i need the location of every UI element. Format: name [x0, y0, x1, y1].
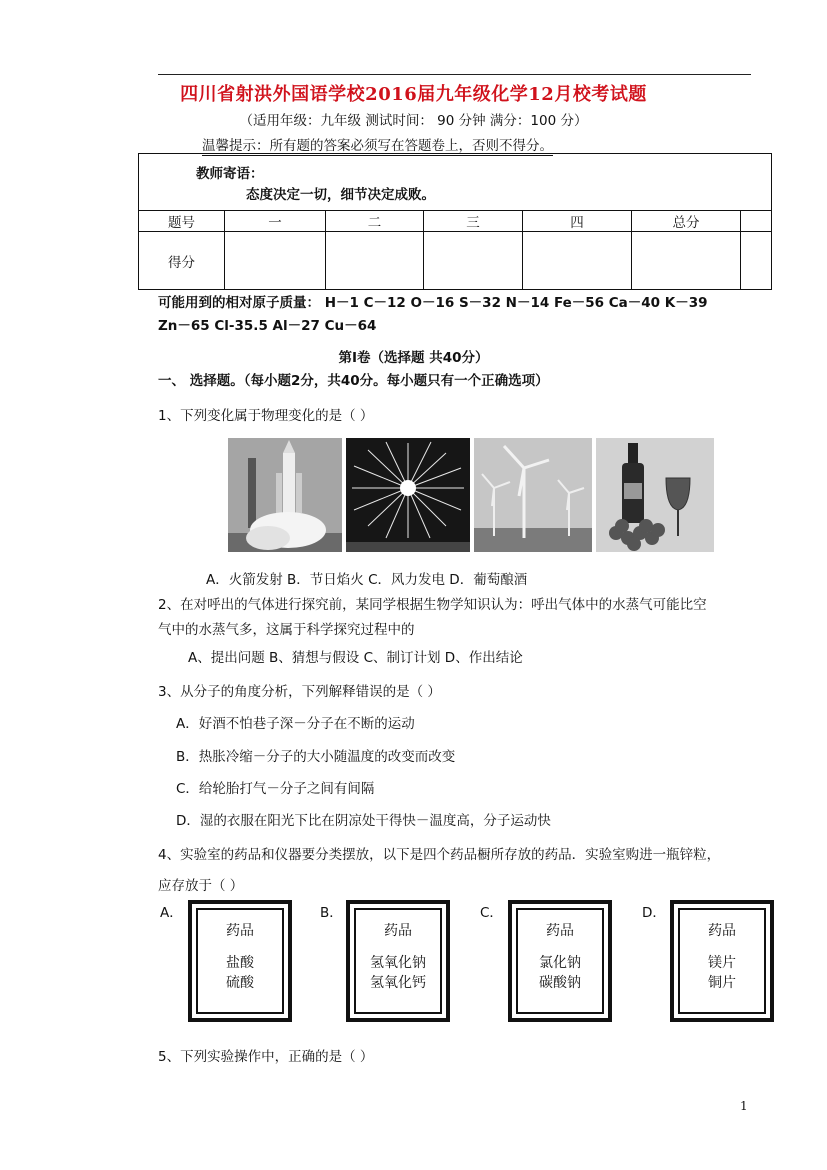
- wind-turbines-image: [474, 438, 592, 552]
- rocket-launch-image: [228, 438, 342, 552]
- score-header-cell: 题号: [139, 211, 225, 232]
- page-number: 1: [740, 1099, 748, 1113]
- cabinet-item: 氢氧化钙: [370, 975, 426, 991]
- cabinet-b-letter: B．: [320, 905, 343, 921]
- question-3-option-b: B．热胀冷缩－分子的大小随温度的改变而改变: [176, 749, 456, 765]
- score-cell[interactable]: [741, 232, 772, 290]
- atomic-mass-line-1: 可能用到的相对原子质量： H－1 C－12 O－16 S－32 N－14 Fe－56 Ca－40 K－39: [158, 295, 708, 311]
- volume-title: 第Ⅰ卷（选择题 共40分）: [338, 350, 489, 366]
- question-3-option-c: C．给轮胎打气－分子之间有间隔: [176, 781, 375, 797]
- cabinet-c-letter: C．: [480, 905, 503, 921]
- cabinet-a: [188, 900, 292, 1022]
- cabinet-item: 镁片: [708, 955, 736, 971]
- cabinet-item: 氢氧化钠: [370, 955, 426, 971]
- exam-info: （适用年级：九年级 测试时间： 90 分钟 满分：100 分）: [239, 113, 588, 129]
- atomic-mass-line-2: Zn－65 Cl-35.5 Al－27 Cu－64: [158, 318, 377, 334]
- cabinet-d: [670, 900, 774, 1022]
- score-cell[interactable]: [523, 232, 632, 290]
- cabinet-heading: 药品: [546, 923, 574, 939]
- cabinet-a-letter: A．: [160, 905, 183, 921]
- cabinet-heading: 药品: [384, 923, 412, 939]
- score-header-cell: [741, 211, 772, 232]
- score-header-cell: 二: [326, 211, 424, 232]
- cabinet-c: [508, 900, 612, 1022]
- question-1-images: [228, 438, 714, 552]
- grape-wine-image: [596, 438, 714, 552]
- header-rule: [158, 74, 751, 75]
- warm-tip: 温馨提示：所有题的答案必须写在答题卷上，否则不得分。: [202, 134, 553, 156]
- score-cell[interactable]: [225, 232, 326, 290]
- cabinet-item: 铜片: [708, 975, 736, 991]
- score-header-cell: 四: [523, 211, 632, 232]
- score-cell[interactable]: [326, 232, 424, 290]
- cabinet-heading: 药品: [226, 923, 254, 939]
- cabinet-item: 盐酸: [226, 955, 254, 971]
- question-4-line-1: 4、实验室的药品和仪器要分类摆放，以下是四个药品橱所存放的药品．实验室购进一瓶锌粒，: [158, 847, 721, 863]
- cabinet-b: [346, 900, 450, 1022]
- teacher-motto: 态度决定一切，细节决定成败。: [246, 187, 435, 203]
- section-title: 一、 选择题。（每小题2分，共40分。每小题只有一个正确选项）: [158, 373, 549, 389]
- question-2-line-1: 2、在对呼出的气体进行探究前，某同学根据生物学知识认为：呼出气体中的水蒸气可能比空: [158, 597, 707, 613]
- score-cell[interactable]: [632, 232, 741, 290]
- cabinet-item: 硫酸: [226, 975, 254, 991]
- cabinet-item: 氯化钠: [539, 955, 581, 971]
- question-2-line-2: 气中的水蒸气多，这属于科学探究过程中的: [158, 622, 415, 638]
- score-cell[interactable]: [424, 232, 523, 290]
- cabinet-d-letter: D．: [642, 905, 666, 921]
- fireworks-image: [346, 438, 470, 552]
- cabinet-item: 碳酸钠: [539, 975, 581, 991]
- cabinet-heading: 药品: [708, 923, 736, 939]
- score-header-cell: 三: [424, 211, 523, 232]
- question-5: 5、下列实验操作中，正确的是（ ）: [158, 1049, 374, 1065]
- question-4-line-2: 应存放于（ ）: [158, 878, 244, 894]
- question-3-option-a: A．好酒不怕巷子深－分子在不断的运动: [176, 716, 415, 732]
- question-3-option-d: D．湿的衣服在阳光下比在阴凉处干得快－温度高，分子运动快: [176, 813, 551, 829]
- teacher-message-label: 教师寄语：: [196, 166, 264, 182]
- question-1-options: A．火箭发射 B．节日焰火 C．风力发电 D．葡萄酿酒: [206, 572, 528, 588]
- score-row-label: 得分: [139, 232, 225, 290]
- score-header-cell: 一: [225, 211, 326, 232]
- question-1: 1、下列变化属于物理变化的是（ ）: [158, 408, 374, 424]
- page-title: 四川省射洪外国语学校2016届九年级化学12月校考试题: [180, 84, 647, 105]
- score-header-cell: 总分: [632, 211, 741, 232]
- question-2-options: A、提出问题 B、猜想与假设 C、制订计划 D、作出结论: [188, 650, 523, 666]
- question-3: 3、从分子的角度分析，下列解释错误的是（ ）: [158, 684, 441, 700]
- score-table: [138, 210, 772, 290]
